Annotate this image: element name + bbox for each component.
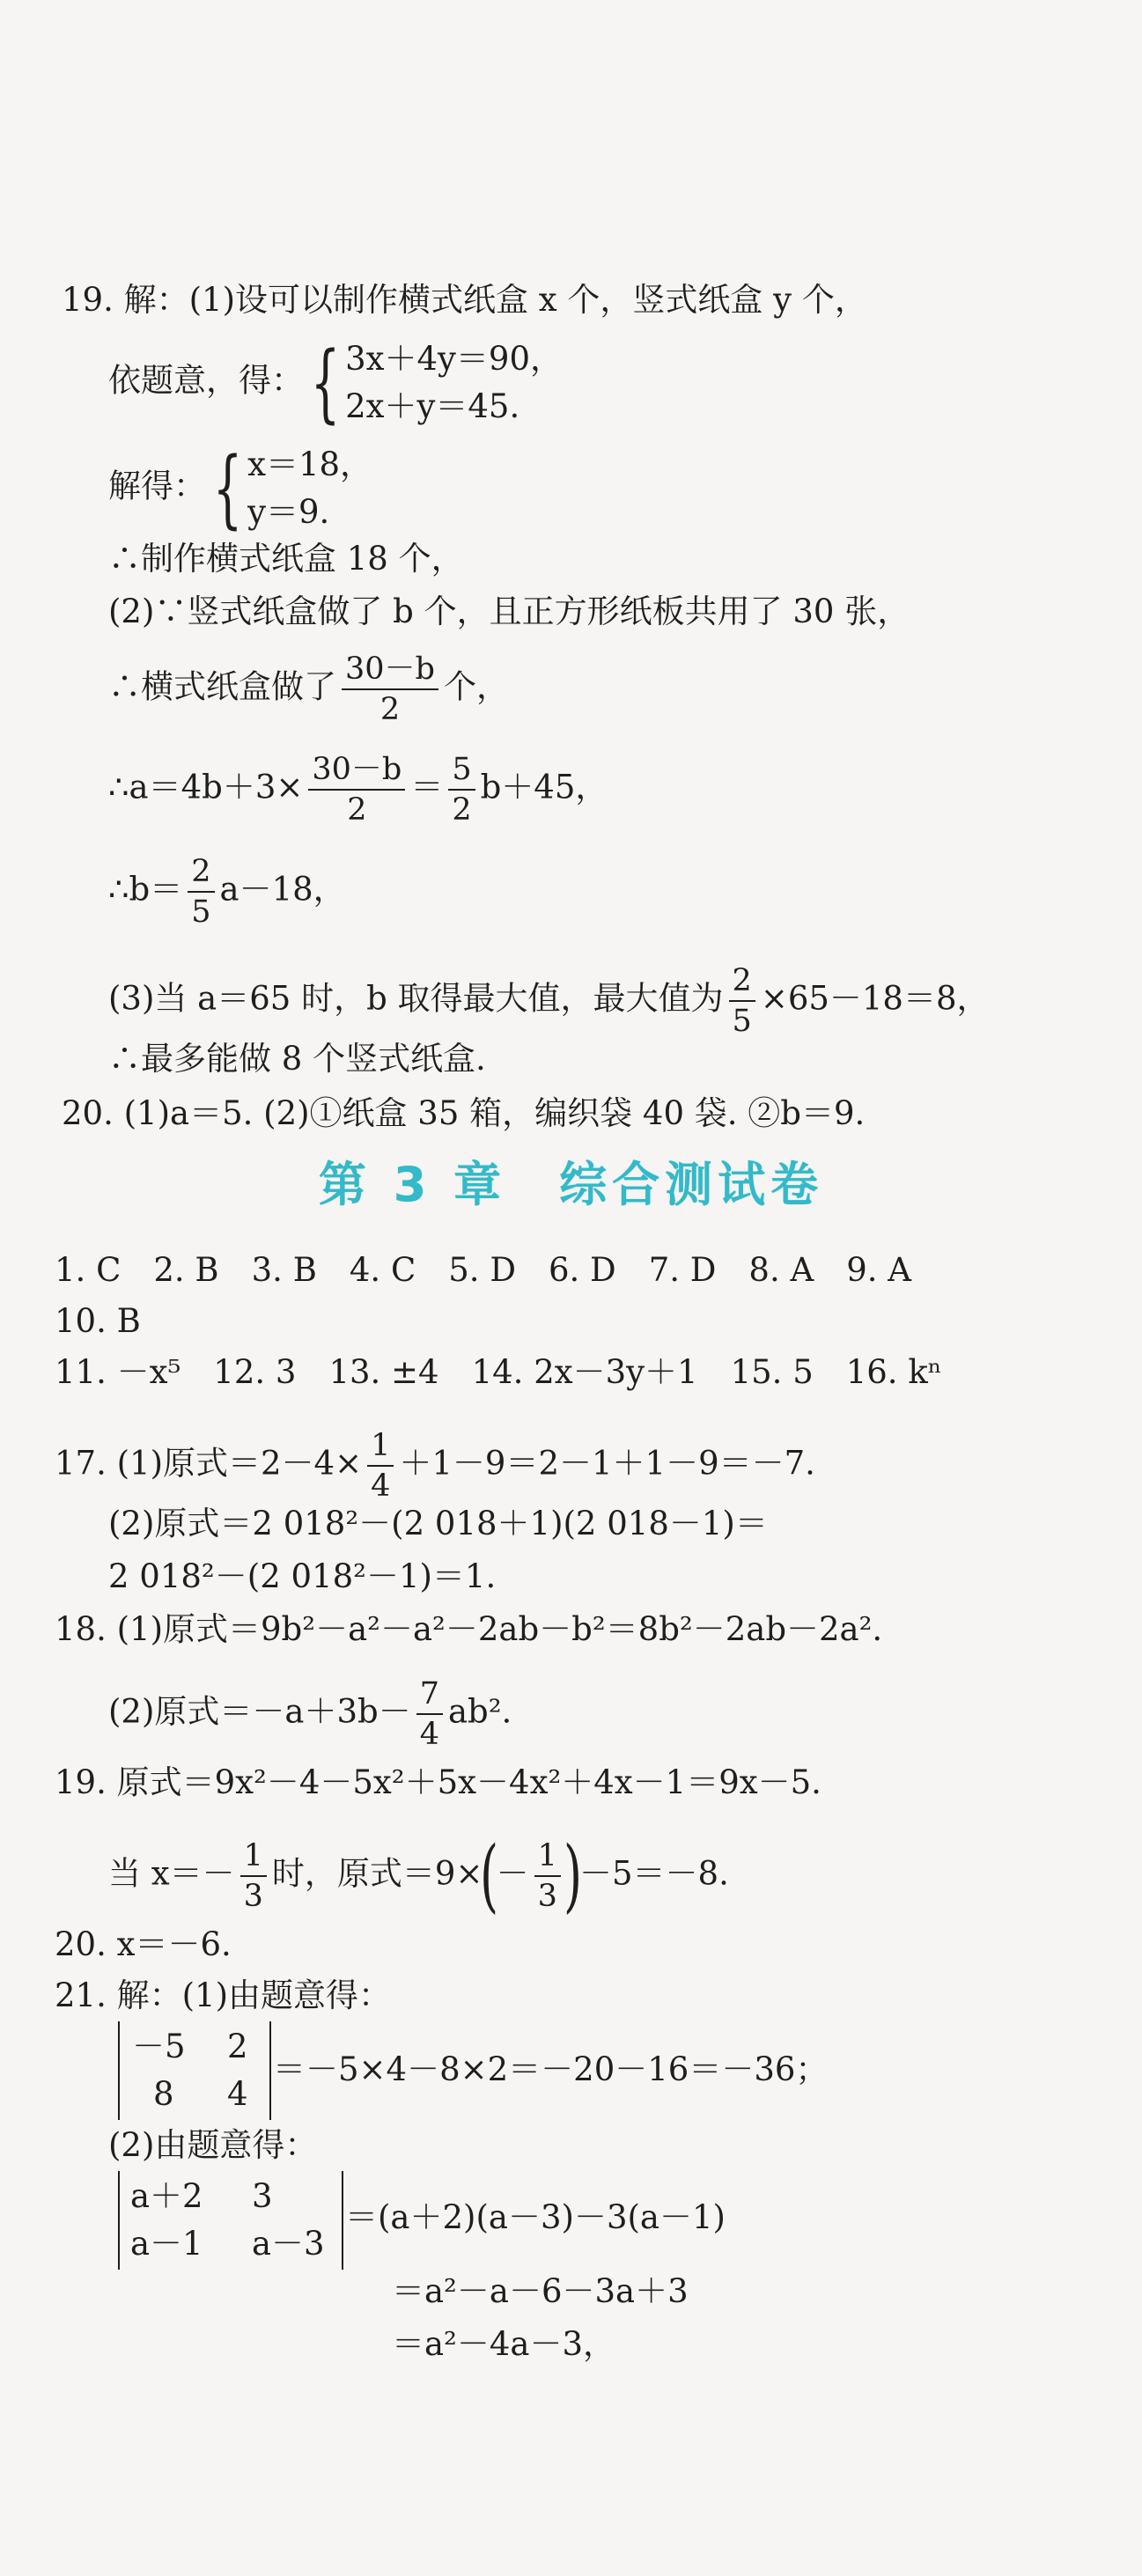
q19-system2-eq2: y＝9. bbox=[247, 493, 330, 531]
answers-row-2: 10. B bbox=[55, 1302, 141, 1340]
chapter-heading: 第 3 章 综合测试卷 bbox=[318, 1157, 824, 1212]
fraction-denominator: 5 bbox=[191, 894, 211, 930]
fraction-numerator: 1 bbox=[367, 1426, 394, 1467]
q19-system1 bbox=[345, 335, 563, 431]
determinant-1 bbox=[118, 2021, 271, 2120]
fraction-numerator: 30－b bbox=[342, 650, 438, 690]
fraction-30-b-over-2 bbox=[342, 650, 438, 729]
q18-line2-part-b: ab². bbox=[447, 1692, 512, 1731]
q19-line8-part-a: ∴b＝ bbox=[108, 870, 183, 909]
q19-line6-prefix: ∴横式纸盒做了 bbox=[108, 667, 336, 706]
fraction-denominator: 2 bbox=[452, 792, 472, 828]
fraction-1-over-4 bbox=[367, 1426, 394, 1505]
q19-line7-part-b: ＝ bbox=[410, 768, 444, 806]
q19-system1-prefix: 依题意，得： bbox=[108, 361, 304, 400]
q19-system2-line bbox=[108, 440, 372, 537]
fraction-denominator: 2 bbox=[347, 792, 367, 828]
q17-line1-part-a: 17. (1)原式＝2－4× bbox=[55, 1444, 363, 1483]
det1-cell-d: 4 bbox=[227, 2075, 248, 2113]
det1-cell-b: 2 bbox=[227, 2028, 248, 2065]
fraction-numerator: 7 bbox=[416, 1674, 443, 1715]
q19b-line2-part-a: 当 x＝－ bbox=[108, 1854, 235, 1893]
answers-row-3: 11. －x⁵ 12. 3 13. ±4 14. 2x－3y＋1 15. 5 16. kⁿ bbox=[55, 1353, 942, 1391]
q19-line7-part-a: ∴a＝4b＋3× bbox=[108, 768, 304, 806]
fraction-5-over-2 bbox=[448, 750, 475, 829]
fraction-numerator: 5 bbox=[448, 750, 475, 791]
fraction-numerator: 2 bbox=[729, 961, 755, 1002]
fraction-numerator: 1 bbox=[240, 1836, 267, 1877]
fraction-numerator: 30－b bbox=[308, 750, 405, 791]
det2-cell-b: 3 bbox=[252, 2177, 273, 2215]
fraction-30-b-over-2 bbox=[308, 750, 405, 829]
q19b-line1: 19. 原式＝9x²－4－5x²＋5x－4x²＋4x－1＝9x－5. bbox=[55, 1763, 822, 1801]
q19-line9 bbox=[108, 961, 990, 1041]
determinant-2 bbox=[118, 2171, 343, 2270]
q19-line7 bbox=[108, 750, 608, 829]
q19-line6-suffix: 个， bbox=[443, 667, 509, 706]
q19-system1-line bbox=[108, 335, 563, 431]
fraction-denominator: 5 bbox=[732, 1004, 752, 1039]
q17-line3: 2 018²－(2 018²－1)＝1. bbox=[108, 1557, 497, 1595]
det1-result: ＝－5×4－8×2＝－20－16＝－36； bbox=[273, 2050, 829, 2088]
q21-line1: 21. 解：(1)由题意得： bbox=[55, 1976, 392, 2014]
q19-system2-eq1: x＝18， bbox=[247, 445, 373, 483]
q19-line6 bbox=[108, 650, 509, 729]
fraction-numerator: 2 bbox=[188, 852, 214, 893]
q19-line8-part-b: a－18， bbox=[219, 870, 346, 909]
fraction-2-over-5 bbox=[729, 961, 755, 1041]
det2-result: ＝(a＋2)(a－3)－3(a－1) bbox=[345, 2198, 726, 2236]
q19-line9-part-b: ×65－18＝8， bbox=[760, 979, 990, 1018]
q21-line2: (2)由题意得： bbox=[108, 2126, 318, 2164]
q21-line3: ＝a²－a－6－3a＋3 bbox=[392, 2272, 689, 2310]
q19-line5: (2)∵竖式纸盒做了 b 个，且正方形纸板共用了 30 张， bbox=[108, 592, 910, 630]
q19-system2-prefix: 解得： bbox=[108, 467, 206, 505]
fraction-denominator: 3 bbox=[243, 1879, 263, 1914]
q19-line4: ∴制作横式纸盒 18 个， bbox=[108, 540, 464, 578]
q18-line2-part-a: (2)原式＝－a＋3b－ bbox=[108, 1692, 411, 1731]
answers-row-1: 1. C 2. B 3. B 4. C 5. D 6. D 7. D 8. A 9. A bbox=[55, 1251, 912, 1289]
fraction-1-over-3 bbox=[534, 1836, 561, 1916]
fraction-numerator: 1 bbox=[534, 1836, 561, 1877]
q19-line9-part-a: (3)当 a＝65 时，b 取得最大值，最大值为 bbox=[108, 979, 724, 1018]
q19-line1: 19. 解：(1)设可以制作横式纸盒 x 个，竖式纸盒 y 个， bbox=[62, 281, 867, 319]
q20b-line: 20. x＝－6. bbox=[55, 1925, 232, 1963]
q19-line7-part-c: b＋45， bbox=[480, 768, 608, 806]
left-brace-icon: { bbox=[212, 439, 243, 538]
q19-system1-eq2: 2x＋y＝45. bbox=[345, 387, 520, 425]
left-paren-icon: ( bbox=[480, 1829, 499, 1922]
det1-cell-c: 8 bbox=[153, 2075, 174, 2113]
det1-cell-a: －5 bbox=[132, 2028, 186, 2065]
q17-line1 bbox=[55, 1426, 815, 1505]
q19-line10: ∴最多能做 8 个竖式纸盒. bbox=[108, 1040, 486, 1078]
q19-line8 bbox=[108, 852, 346, 931]
left-brace-icon: { bbox=[310, 334, 341, 432]
fraction-1-over-3 bbox=[240, 1836, 267, 1916]
q19b-line2 bbox=[108, 1829, 729, 1922]
q19b-line2-part-d: －5＝－8. bbox=[579, 1854, 729, 1893]
q19-system1-eq1: 3x＋4y＝90， bbox=[345, 340, 564, 378]
det2-cell-d: a－3 bbox=[252, 2225, 325, 2263]
fraction-2-over-5 bbox=[188, 852, 214, 931]
fraction-7-over-4 bbox=[416, 1674, 443, 1754]
q19-system2 bbox=[247, 441, 372, 536]
q18-line2 bbox=[108, 1674, 512, 1754]
q17-line2: (2)原式＝2 018²－(2 018＋1)(2 018－1)＝ bbox=[108, 1505, 768, 1542]
q21-line4: ＝a²－4a－3， bbox=[392, 2325, 616, 2363]
q18-line1: 18. (1)原式＝9b²－a²－a²－2ab－b²＝8b²－2ab－2a². bbox=[55, 1610, 883, 1648]
q19b-line2-part-b: 时，原式＝9× bbox=[271, 1854, 483, 1893]
q17-line1-part-b: ＋1－9＝2－1＋1－9＝－7. bbox=[399, 1444, 815, 1483]
q20-answer: 20. (1)a＝5. (2)①纸盒 35 箱，编织袋 40 袋. ②b＝9. bbox=[62, 1094, 866, 1132]
fraction-denominator: 3 bbox=[537, 1879, 557, 1914]
right-paren-icon: ) bbox=[563, 1829, 582, 1922]
fraction-denominator: 4 bbox=[371, 1468, 391, 1504]
det2-cell-a: a＋2 bbox=[130, 2177, 203, 2215]
fraction-denominator: 2 bbox=[379, 692, 401, 727]
fraction-denominator: 4 bbox=[419, 1717, 439, 1752]
det2-cell-c: a－1 bbox=[130, 2225, 203, 2263]
q19b-line2-minus: － bbox=[496, 1854, 529, 1893]
